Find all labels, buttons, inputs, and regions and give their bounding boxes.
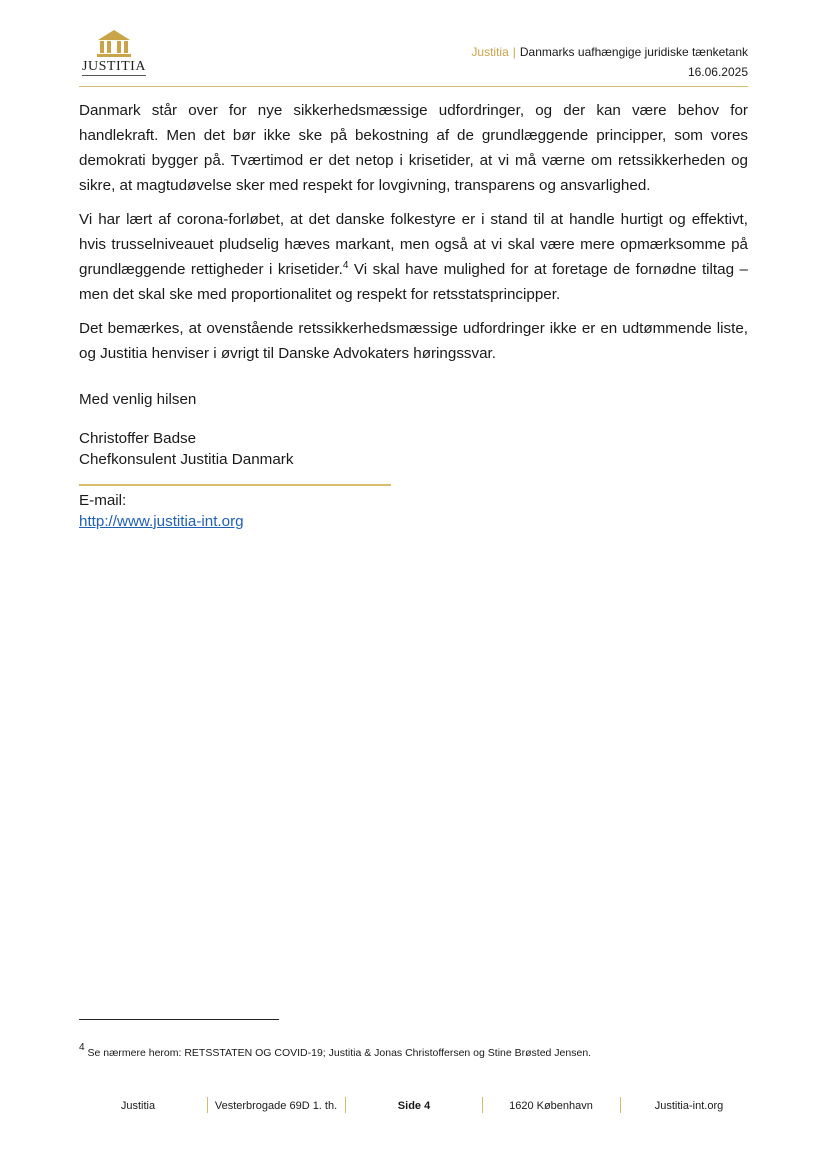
justitia-logo xyxy=(80,28,148,76)
header-divider xyxy=(79,86,748,87)
footer-org: Justitia xyxy=(120,1100,156,1112)
signer-title: Chefkonsulent Justitia Danmark xyxy=(79,451,294,468)
body-paragraph-3: Det bemærkes, at ovenstående retssikkerhedsmæssige udfordringer ikke er en udtømmende liste, og Justitia henviser i øvrigt til Danske Advokaters høringssvar. xyxy=(79,320,748,362)
footer-separator xyxy=(620,1097,621,1113)
header-org: Justitia xyxy=(471,45,509,59)
signer-name: Christoffer Badse xyxy=(79,430,197,447)
footnote-number: 4 xyxy=(79,1042,85,1053)
body-paragraph-2-text: Vi har lært af corona-forløbet, at det danske folkestyre er i stand til at handle hurtigt og effektivt, hvis trusselniveauet pludselig hæves markant, men også at vi skal være mere opmærksomme på grundlæggende rettigheder i krisetider. xyxy=(79,211,748,278)
header-line xyxy=(471,42,748,62)
footnote-text: Se nærmere herom: RETSSTATEN OG COVID-19; Justitia & Jonas Christoffersen og Stine Brøsted Jensen. xyxy=(84,1047,592,1059)
footnote xyxy=(79,1042,592,1060)
signature-divider xyxy=(79,484,391,486)
website-link[interactable]: http://www.justitia-int.org xyxy=(79,513,244,530)
footer-address: Vesterbrogade 69D 1. th. xyxy=(214,1100,338,1112)
building-icon xyxy=(94,28,134,58)
logo-underline xyxy=(82,75,146,76)
footer-city: 1620 København xyxy=(509,1100,593,1112)
header-date: 16.06.2025 xyxy=(687,65,748,79)
closing-salutation: Med venlig hilsen xyxy=(79,391,197,408)
footer-website: Justitia-int.org xyxy=(654,1100,724,1112)
page-header xyxy=(471,42,748,82)
email-label: E-mail: xyxy=(79,492,127,509)
body-paragraph-2-text-cont: Vi skal have mulighed for at foretage de fornødne tiltag – men det skal ske med proportionalitet og respekt for retsstatsprincipper. xyxy=(79,261,748,303)
contact-block xyxy=(79,490,244,532)
signature-block xyxy=(79,428,293,470)
footnote-divider xyxy=(79,1019,279,1020)
header-tagline: Danmarks uafhængige juridiske tænketank xyxy=(519,45,748,59)
footnote-reference[interactable]: 4 xyxy=(342,260,349,271)
body-paragraph-2 xyxy=(79,207,748,307)
letter-body xyxy=(79,98,748,375)
page-footer xyxy=(0,1097,827,1115)
footer-separator xyxy=(345,1097,346,1113)
footer-separator xyxy=(482,1097,483,1113)
logo-wordmark: JUSTITIA xyxy=(82,59,146,74)
header-separator: | xyxy=(512,45,516,59)
footer-page-number: Side 4 xyxy=(397,1100,431,1112)
body-paragraph-1: Danmark står over for nye sikkerhedsmæssige udfordringer, og der kan være behov for handlekraft. Men det bør ikke ske på bekostning af de grundlæggende principper, som vores demokrati bygger på. Tværtimod er det netop i krisetider, at vi må værne om retssikkerheden og sikre, at magtudøvelse sker med respekt for lovgivning, transparens og ansvarlighed. xyxy=(79,102,748,194)
